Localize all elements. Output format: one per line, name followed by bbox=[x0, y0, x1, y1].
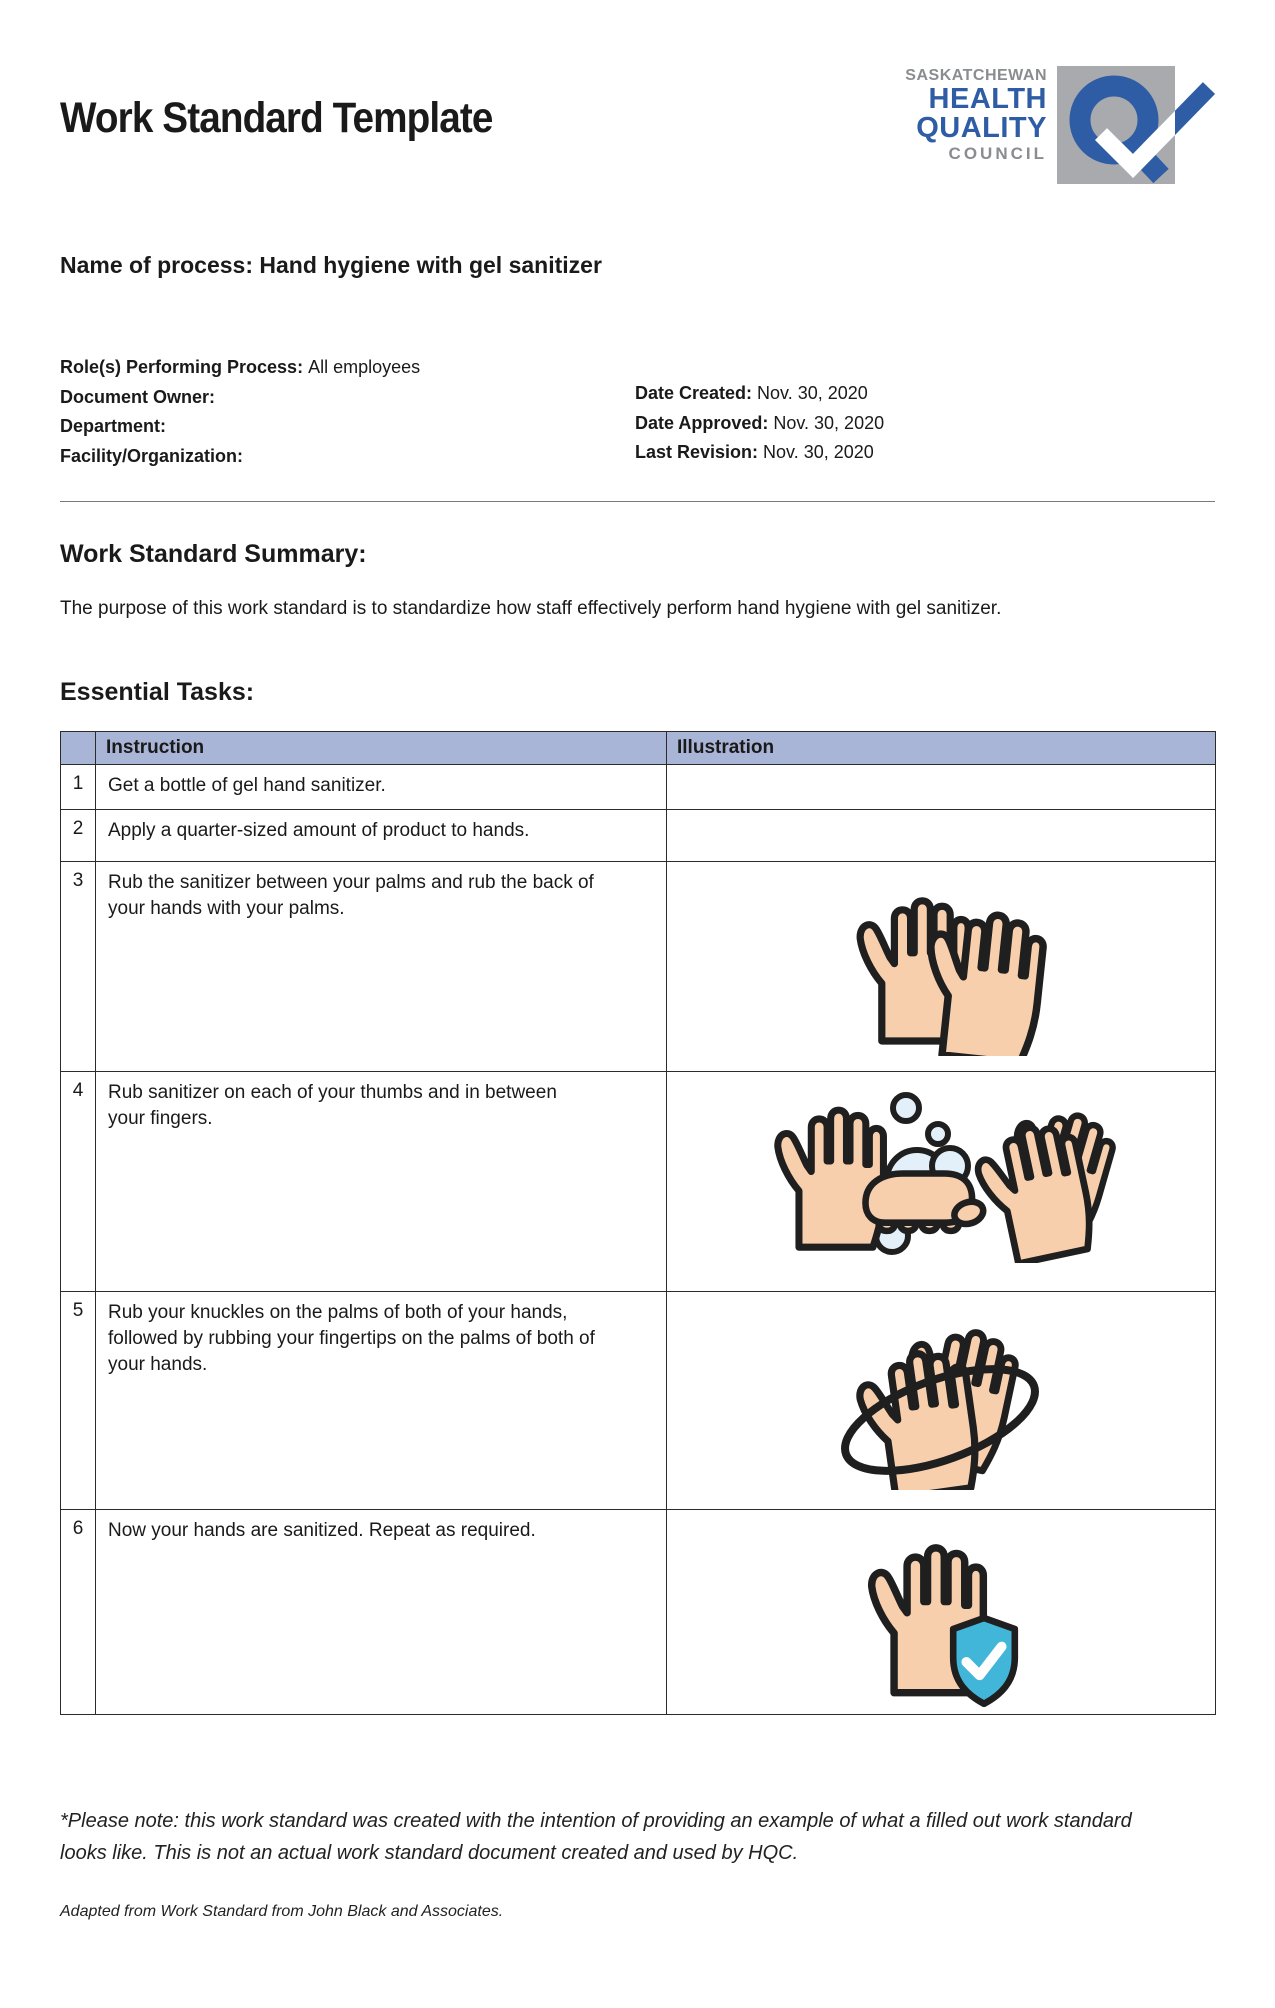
roles-performing-value: All employees bbox=[308, 357, 421, 377]
illustration-cell-empty bbox=[667, 810, 1216, 862]
roles-performing-line bbox=[60, 353, 635, 383]
illustration-cell bbox=[667, 1510, 1216, 1715]
date-created-value: Nov. 30, 2020 bbox=[757, 383, 868, 403]
department-line bbox=[60, 412, 635, 442]
table-row bbox=[61, 810, 1216, 862]
facility-organization-label: Facility/Organization: bbox=[60, 445, 244, 466]
date-approved-label: Date Approved: bbox=[635, 412, 769, 433]
illustration-cell bbox=[667, 862, 1216, 1072]
header-instruction-cell: Instruction bbox=[96, 732, 667, 765]
last-revision-value: Nov. 30, 2020 bbox=[763, 442, 874, 462]
document-meta bbox=[60, 353, 1215, 471]
hands-rubbing-illustration-icon bbox=[667, 868, 1215, 1056]
circular-rub-illustration-icon bbox=[667, 1298, 1215, 1490]
roles-performing-label: Role(s) Performing Process: bbox=[60, 357, 304, 377]
section-divider bbox=[60, 501, 1215, 502]
row-number: 2 bbox=[61, 810, 96, 862]
date-approved-value: Nov. 30, 2020 bbox=[773, 412, 885, 433]
instruction-text: Apply a quarter-sized amount of product to hands. bbox=[96, 810, 667, 862]
logo-council-label: COUNCIL bbox=[948, 144, 1047, 163]
instruction-text: Get a bottle of gel hand sanitizer. bbox=[96, 765, 667, 810]
logo-health-label: HEALTH bbox=[928, 83, 1047, 115]
illustration-cell bbox=[667, 1072, 1216, 1292]
row-number: 5 bbox=[61, 1292, 96, 1510]
instruction-text: Rub your knuckles on the palms of both of your hands, followed by rubbing your fingertips on the palms of both of your hands. bbox=[96, 1292, 667, 1510]
document-owner-label: Document Owner: bbox=[60, 386, 216, 407]
meta-right-column bbox=[635, 353, 884, 471]
table-row bbox=[61, 862, 1216, 1072]
table-row bbox=[61, 1072, 1216, 1292]
table-row bbox=[61, 1292, 1216, 1510]
row-number: 3 bbox=[61, 862, 96, 1072]
row-number: 4 bbox=[61, 1072, 96, 1292]
logo-quality-label: QUALITY bbox=[916, 112, 1047, 144]
row-number: 1 bbox=[61, 765, 96, 810]
date-created-line bbox=[635, 379, 884, 409]
summary-heading: Work Standard Summary: bbox=[60, 540, 367, 568]
date-approved-line bbox=[635, 409, 884, 439]
table-row bbox=[61, 1510, 1216, 1715]
facility-organization-line bbox=[60, 442, 635, 472]
header-number-cell bbox=[61, 732, 96, 765]
summary-text: The purpose of this work standard is to standardize how staff effectively perform hand hygiene with gel sanitizer. bbox=[60, 598, 1002, 619]
logo-saskatchewan-label: SASKATCHEWAN bbox=[905, 67, 1047, 84]
instruction-text: Rub the sanitizer between your palms and rub the back of your hands with your palms. bbox=[96, 862, 667, 1072]
instruction-text: Now your hands are sanitized. Repeat as required. bbox=[96, 1510, 667, 1715]
illustration-cell-empty bbox=[667, 765, 1216, 810]
meta-left-column bbox=[60, 353, 635, 471]
document-owner-line bbox=[60, 383, 635, 413]
table-row bbox=[61, 765, 1216, 810]
essential-tasks-heading: Essential Tasks: bbox=[60, 678, 255, 706]
instruction-text: Rub sanitizer on each of your thumbs and in between your fingers. bbox=[96, 1072, 667, 1292]
sanitized-hand-shield-illustration-icon bbox=[667, 1516, 1215, 1708]
table-header-row bbox=[61, 732, 1216, 765]
footer-credit: Adapted from Work Standard from John Black and Associates. bbox=[60, 1903, 504, 1920]
date-created-label: Date Created: bbox=[635, 383, 753, 403]
thumb-rub-and-interlaced-fingers-illustration-icon bbox=[667, 1078, 1215, 1263]
footer-note: *Please note: this work standard was created with the intention of providing an example of what a filled out work standard looks like. This is not an actual work standard document created and used by HQC. bbox=[60, 1810, 1132, 1864]
process-name-heading: Name of process: Hand hygiene with gel sanitizer bbox=[60, 252, 602, 278]
last-revision-label: Last Revision: bbox=[635, 442, 759, 462]
hqc-logo bbox=[905, 60, 1215, 190]
row-number: 6 bbox=[61, 1510, 96, 1715]
document-header bbox=[60, 0, 1215, 190]
page-title: Work Standard Template bbox=[60, 94, 493, 142]
header-illustration-cell: Illustration bbox=[667, 732, 1216, 765]
tasks-table bbox=[60, 731, 1216, 1715]
department-label: Department: bbox=[60, 416, 167, 436]
illustration-cell bbox=[667, 1292, 1216, 1510]
last-revision-line bbox=[635, 438, 884, 468]
hqc-logo-text bbox=[905, 60, 1047, 164]
q-checkmark-icon bbox=[1057, 60, 1215, 190]
